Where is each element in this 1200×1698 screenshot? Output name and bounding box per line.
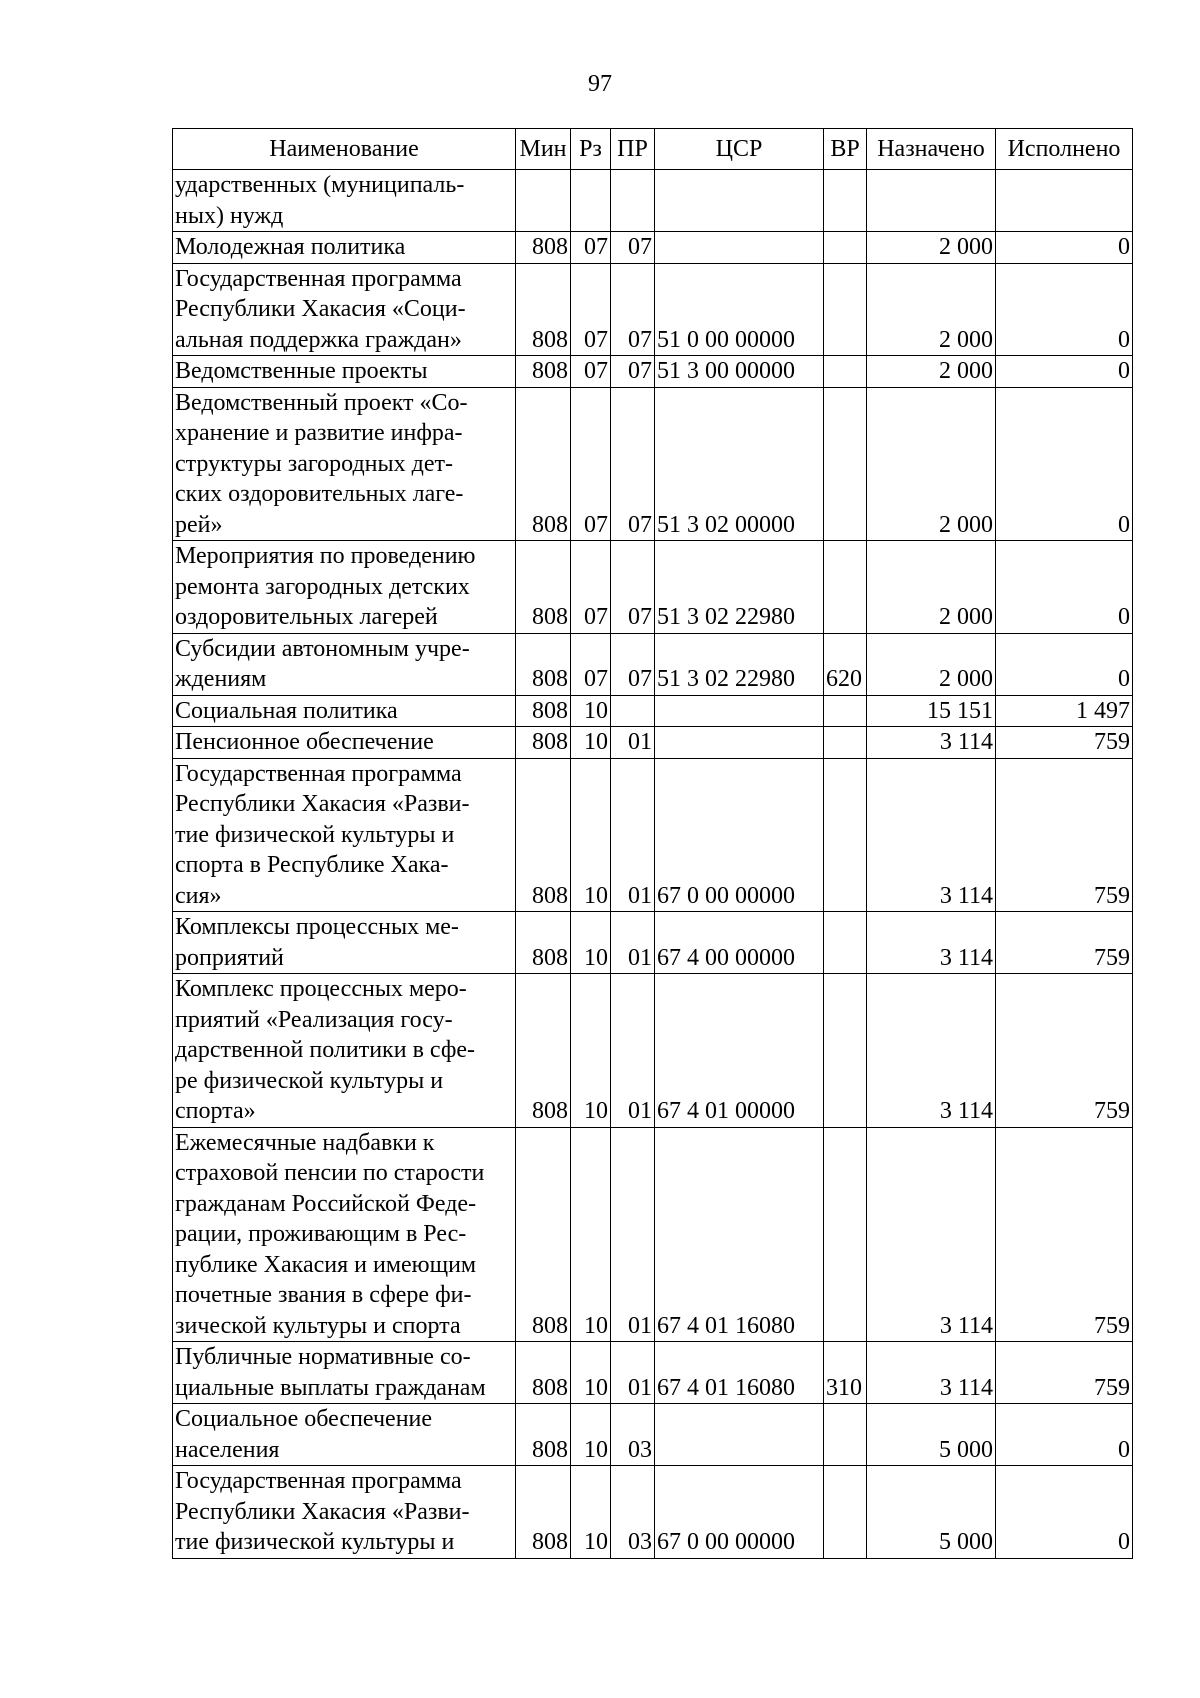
- cell-name-line: страховой пенсии по старости: [175, 1160, 485, 1186]
- cell-pr: 01: [611, 974, 655, 1128]
- cell-rz: 10: [571, 758, 611, 912]
- cell-name-line: Государственная программа: [175, 760, 462, 787]
- cell-pr: 01: [611, 912, 655, 974]
- cell-name-line: гражданам Российской Феде-: [175, 1190, 477, 1217]
- cell-name-line: ждениям: [175, 666, 267, 692]
- cell-csr: 67 4 01 16080: [655, 1127, 824, 1342]
- page-number: 97: [588, 71, 612, 97]
- cell-name-line: структуры загородных дет-: [175, 450, 453, 477]
- cell-vr: [824, 170, 867, 232]
- cell-name: [173, 356, 516, 388]
- cell-name-line: ремонта загородных детских: [175, 573, 470, 600]
- cell-name-line: сия»: [175, 882, 222, 909]
- cell-rz: 10: [571, 1127, 611, 1342]
- table-row: [173, 695, 1133, 727]
- cell-name-line: рей»: [175, 511, 223, 538]
- cell-rz: 07: [571, 541, 611, 634]
- table-row: [173, 912, 1133, 974]
- cell-rz: 10: [571, 1342, 611, 1404]
- cell-name-line: почетные звания в сфере фи-: [175, 1282, 472, 1308]
- cell-isp: 0: [996, 1404, 1133, 1466]
- cell-pr: 07: [611, 263, 655, 356]
- cell-name-line: Комплекс процессных меро-: [175, 976, 467, 1002]
- cell-pr: [611, 695, 655, 727]
- cell-name: [173, 1466, 516, 1559]
- cell-pr: 07: [611, 633, 655, 695]
- cell-rz: 10: [571, 974, 611, 1128]
- cell-rz: 07: [571, 263, 611, 356]
- cell-name-line: приятий «Реализация госу-: [175, 1006, 453, 1033]
- cell-csr: 67 4 01 16080: [655, 1342, 824, 1404]
- cell-isp: 759: [996, 912, 1133, 974]
- cell-name: [173, 1127, 516, 1342]
- cell-nazn: 2 000: [867, 232, 996, 264]
- cell-csr: 51 3 02 00000: [655, 387, 824, 541]
- cell-csr: [655, 727, 824, 759]
- cell-vr: [824, 387, 867, 541]
- cell-name-line: Государственная программа: [175, 265, 462, 292]
- cell-min: 808: [516, 1342, 571, 1404]
- cell-nazn: 2 000: [867, 387, 996, 541]
- cell-pr: 03: [611, 1404, 655, 1466]
- cell-name-line: ударственных (муниципаль-: [175, 172, 465, 198]
- cell-min: 808: [516, 387, 571, 541]
- cell-rz: 10: [571, 695, 611, 727]
- cell-isp: 0: [996, 541, 1133, 634]
- cell-min: 808: [516, 912, 571, 974]
- header-vr: ВР: [824, 129, 867, 170]
- header-naznacheno: Назначено: [867, 129, 996, 170]
- cell-nazn: 2 000: [867, 263, 996, 356]
- table-row: [173, 1127, 1133, 1342]
- header-min: Мин: [516, 129, 571, 170]
- cell-nazn: 3 114: [867, 727, 996, 759]
- cell-csr: 51 3 00 00000: [655, 356, 824, 388]
- cell-csr: 67 4 01 00000: [655, 974, 824, 1128]
- cell-isp: 0: [996, 387, 1133, 541]
- cell-min: 808: [516, 727, 571, 759]
- cell-name-line: Государственная программа: [175, 1468, 462, 1494]
- cell-min: 808: [516, 1127, 571, 1342]
- cell-csr: 67 4 00 00000: [655, 912, 824, 974]
- cell-pr: 07: [611, 541, 655, 634]
- cell-csr: 51 3 02 22980: [655, 633, 824, 695]
- cell-pr: 01: [611, 727, 655, 759]
- cell-pr: 07: [611, 232, 655, 264]
- cell-min: 808: [516, 232, 571, 264]
- cell-vr: [824, 263, 867, 356]
- table-row: [173, 541, 1133, 634]
- cell-name-line: Республики Хакасия «Соци-: [175, 296, 466, 322]
- table-body: [173, 170, 1133, 1559]
- cell-pr: 01: [611, 758, 655, 912]
- cell-min: 808: [516, 695, 571, 727]
- cell-name-line: Публичные нормативные со-: [175, 1344, 471, 1370]
- cell-name: [173, 1404, 516, 1466]
- cell-name-line: Комплексы процессных ме-: [175, 914, 459, 940]
- cell-name-line: дарственной политики в сфе-: [175, 1037, 476, 1063]
- cell-min: 808: [516, 263, 571, 356]
- cell-pr: 07: [611, 356, 655, 388]
- cell-csr: 51 0 00 00000: [655, 263, 824, 356]
- cell-name-line: зической культуры и спорта: [175, 1312, 461, 1339]
- cell-isp: [996, 170, 1133, 232]
- cell-rz: [571, 170, 611, 232]
- cell-csr: [655, 1404, 824, 1466]
- cell-name-line: роприятий: [175, 944, 284, 971]
- cell-csr: 67 0 00 00000: [655, 758, 824, 912]
- cell-csr: 67 0 00 00000: [655, 1466, 824, 1559]
- cell-vr: 620: [824, 633, 867, 695]
- cell-pr: 01: [611, 1342, 655, 1404]
- cell-name-line: хранение и развитие инфра-: [175, 420, 463, 446]
- cell-name-line: ных) нужд: [175, 202, 284, 229]
- cell-isp: 759: [996, 758, 1133, 912]
- cell-isp: 1 497: [996, 695, 1133, 727]
- cell-isp: 0: [996, 263, 1133, 356]
- cell-isp: 0: [996, 633, 1133, 695]
- table-row: [173, 387, 1133, 541]
- cell-rz: 07: [571, 633, 611, 695]
- cell-name: [173, 1342, 516, 1404]
- cell-name-line: населения: [175, 1436, 280, 1463]
- cell-name-line: Мероприятия по проведению: [175, 543, 476, 569]
- table-header-row: [173, 129, 1133, 170]
- cell-name-line: Ежемесячные надбавки к: [175, 1129, 435, 1156]
- cell-name-line: Молодежная политика: [175, 234, 406, 260]
- cell-nazn: 2 000: [867, 541, 996, 634]
- cell-name-line: тие физической культуры и: [175, 821, 455, 848]
- cell-csr: [655, 695, 824, 727]
- header-pr: ПР: [611, 129, 655, 170]
- header-csr: ЦСР: [655, 129, 824, 170]
- cell-nazn: 5 000: [867, 1466, 996, 1559]
- cell-nazn: 5 000: [867, 1404, 996, 1466]
- cell-name-line: оздоровительных лагерей: [175, 604, 438, 630]
- cell-vr: [824, 974, 867, 1128]
- cell-rz: 07: [571, 232, 611, 264]
- cell-name: [173, 695, 516, 727]
- cell-nazn: 3 114: [867, 912, 996, 974]
- cell-name: [173, 232, 516, 264]
- cell-min: 808: [516, 758, 571, 912]
- cell-vr: [824, 727, 867, 759]
- cell-name-line: Субсидии автономным учре-: [175, 635, 470, 662]
- cell-isp: 759: [996, 1127, 1133, 1342]
- cell-name: [173, 263, 516, 356]
- table-row: [173, 170, 1133, 232]
- table-row: [173, 633, 1133, 695]
- table-row: [173, 974, 1133, 1128]
- cell-rz: 10: [571, 727, 611, 759]
- cell-name-line: рации, проживающим в Рес-: [175, 1221, 467, 1247]
- cell-rz: 07: [571, 387, 611, 541]
- cell-pr: 07: [611, 387, 655, 541]
- cell-isp: 0: [996, 232, 1133, 264]
- cell-name-line: Пенсионное обеспечение: [175, 729, 434, 755]
- cell-vr: [824, 1466, 867, 1559]
- cell-nazn: 15 151: [867, 695, 996, 727]
- cell-min: [516, 170, 571, 232]
- cell-name-line: Республики Хакасия «Разви-: [175, 1498, 470, 1525]
- cell-name: [173, 912, 516, 974]
- cell-vr: [824, 1404, 867, 1466]
- cell-nazn: [867, 170, 996, 232]
- cell-vr: [824, 1127, 867, 1342]
- cell-nazn: 3 114: [867, 1342, 996, 1404]
- cell-min: 808: [516, 356, 571, 388]
- cell-name: [173, 541, 516, 634]
- cell-name: [173, 387, 516, 541]
- header-name: Наименование: [173, 129, 516, 170]
- cell-name-line: Ведомственный проект «Со-: [175, 389, 468, 416]
- cell-csr: [655, 232, 824, 264]
- cell-isp: 759: [996, 1342, 1133, 1404]
- cell-name-line: спорта»: [175, 1098, 256, 1124]
- cell-pr: [611, 170, 655, 232]
- cell-vr: [824, 912, 867, 974]
- table-row: [173, 1342, 1133, 1404]
- cell-name-line: циальные выплаты гражданам: [175, 1374, 486, 1401]
- cell-name-line: тие физической культуры и: [175, 1529, 455, 1555]
- cell-name-line: Социальная политика: [175, 697, 398, 724]
- header-rz: Рз: [571, 129, 611, 170]
- cell-min: 808: [516, 974, 571, 1128]
- table-row: [173, 727, 1133, 759]
- table-row: [173, 1404, 1133, 1466]
- budget-table: [172, 128, 1133, 1559]
- cell-name-line: Социальное обеспечение: [175, 1406, 433, 1432]
- cell-rz: 10: [571, 1404, 611, 1466]
- cell-nazn: 3 114: [867, 1127, 996, 1342]
- table-row: [173, 232, 1133, 264]
- cell-pr: 01: [611, 1127, 655, 1342]
- cell-min: 808: [516, 1404, 571, 1466]
- cell-rz: 07: [571, 356, 611, 388]
- cell-name-line: Республики Хакасия «Разви-: [175, 791, 470, 817]
- cell-rz: 10: [571, 912, 611, 974]
- header-ispolneno: Исполнено: [996, 129, 1133, 170]
- cell-rz: 10: [571, 1466, 611, 1559]
- cell-min: 808: [516, 541, 571, 634]
- cell-nazn: 2 000: [867, 633, 996, 695]
- cell-nazn: 2 000: [867, 356, 996, 388]
- cell-pr: 03: [611, 1466, 655, 1559]
- cell-vr: [824, 695, 867, 727]
- cell-min: 808: [516, 633, 571, 695]
- cell-name: [173, 974, 516, 1128]
- cell-name: [173, 758, 516, 912]
- cell-vr: [824, 758, 867, 912]
- cell-vr: 310: [824, 1342, 867, 1404]
- table-row: [173, 758, 1133, 912]
- cell-isp: 759: [996, 974, 1133, 1128]
- cell-name-line: публике Хакасия и имеющим: [175, 1251, 477, 1278]
- cell-name-line: спорта в Республике Хака-: [175, 852, 449, 878]
- cell-name-line: ре физической культуры и: [175, 1067, 444, 1094]
- cell-name-line: альная поддержка граждан»: [175, 326, 462, 353]
- cell-csr: [655, 170, 824, 232]
- table-row: [173, 1466, 1133, 1559]
- cell-nazn: 3 114: [867, 758, 996, 912]
- cell-isp: 0: [996, 1466, 1133, 1559]
- cell-vr: [824, 541, 867, 634]
- cell-name: [173, 170, 516, 232]
- table-row: [173, 356, 1133, 388]
- cell-vr: [824, 232, 867, 264]
- cell-name: [173, 633, 516, 695]
- cell-nazn: 3 114: [867, 974, 996, 1128]
- cell-csr: 51 3 02 22980: [655, 541, 824, 634]
- cell-name-line: Ведомственные проекты: [175, 358, 428, 384]
- cell-name-line: ских оздоровительных лаге-: [175, 481, 464, 507]
- cell-min: 808: [516, 1466, 571, 1559]
- cell-vr: [824, 356, 867, 388]
- cell-isp: 0: [996, 356, 1133, 388]
- cell-name: [173, 727, 516, 759]
- cell-isp: 759: [996, 727, 1133, 759]
- table-row: [173, 263, 1133, 356]
